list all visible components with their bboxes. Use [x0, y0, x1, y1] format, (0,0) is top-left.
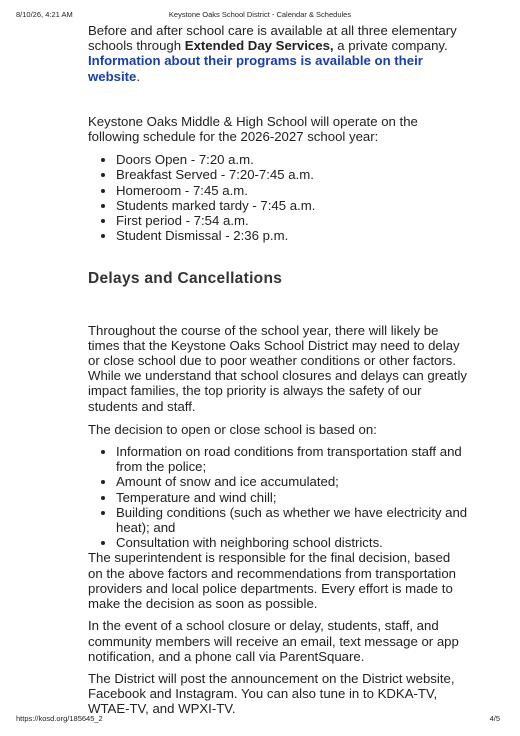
- factor-consultation: • Consultation with neighboring school districts.: [116, 535, 468, 550]
- extended-day-services-name: Extended Day Services,: [184, 38, 334, 54]
- schedule-list: [88, 152, 468, 243]
- schedule-intro: Keystone Oaks Middle & High School will operate on the following schedule for the 2026-2027 school year:: [88, 113, 418, 145]
- schedule-item-first-period: • First period - 7:54 a.m.: [116, 213, 468, 228]
- schedule-item-homeroom: • Homeroom - 7:45 a.m.: [116, 183, 468, 198]
- superintendent-paragraph: The superintendent is responsible for the final decision, based on the above factors and recommendations from transportation providers and local police departments. Every effort is made to make the decision as soon as possible.: [88, 550, 456, 612]
- decision-basis-paragraph: The decision to open or close school is based on:: [88, 421, 377, 437]
- extended-day-paragraph: [88, 23, 468, 84]
- decision-factors-list: [88, 444, 468, 550]
- factor-building-conditions: • Building conditions (such as whether we have electricity and heat); and: [116, 505, 468, 535]
- article-content: [88, 23, 468, 717]
- extended-day-website-link[interactable]: Information about their programs is available on their website: [88, 53, 423, 84]
- print-page-title: Keystone Oaks School District - Calendar & Schedules: [168, 10, 352, 19]
- schedule-item-dismissal: • Student Dismissal - 2:36 p.m.: [116, 228, 468, 243]
- print-page-number: 4/5: [489, 714, 500, 723]
- delays-paragraph-intro: Throughout the course of the school year, there will likely be times that the Keystone Oaks School District may need to delay or close school due to poor weather conditions or other factors. While we understand that school closures and delays can greatly impact families, the top priority is always the safety of our students and staff.: [88, 322, 467, 414]
- print-url: https://kosd.org/185645_2: [16, 714, 103, 723]
- schedule-item-doors-open: • Doors Open - 7:20 a.m.: [116, 152, 468, 167]
- factor-temperature: • Temperature and wind chill;: [116, 490, 468, 505]
- factor-snow-ice: • Amount of snow and ice accumulated;: [116, 474, 468, 489]
- print-header: [0, 10, 520, 24]
- extended-day-text-middle: a private company.: [333, 38, 448, 54]
- notification-paragraph: In the event of a school closure or delay, students, staff, and community members will receive an email, text message or app notification, and a phone call via ParentSquare.: [88, 618, 459, 664]
- delays-heading: Delays and Cancellations: [88, 270, 283, 288]
- factor-road-conditions: • Information on road conditions from transportation staff and from the police;: [116, 444, 468, 474]
- announcement-paragraph: The District will post the announcement on the District website, Facebook and Instagram. You can also tune in to KDKA-TV, WTAE-TV, and WPXI-TV.: [88, 670, 455, 717]
- print-datetime: 8/10/26, 4:21 AM: [16, 10, 73, 19]
- extended-day-text: Before and after school care is available at all three elementary schools through: [88, 23, 457, 54]
- extended-day-text-end: .: [136, 68, 141, 84]
- schedule-item-tardy: • Students marked tardy - 7:45 a.m.: [116, 198, 468, 213]
- schedule-item-breakfast: • Breakfast Served - 7:20-7:45 a.m.: [116, 167, 468, 182]
